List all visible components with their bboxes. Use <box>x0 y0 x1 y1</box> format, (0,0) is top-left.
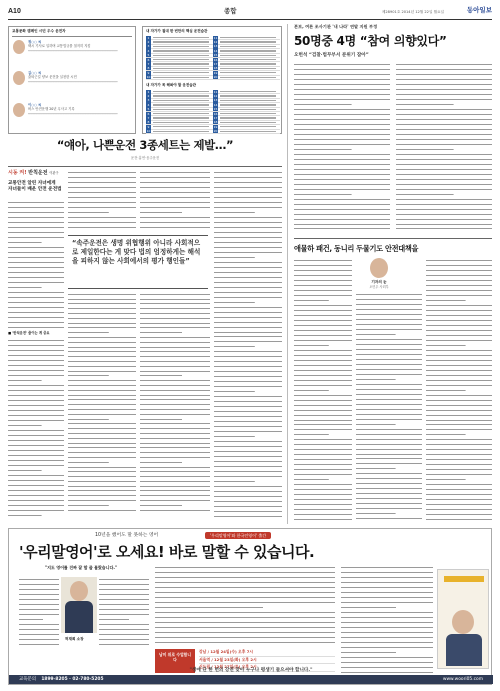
table-row: 6 16 <box>146 58 280 62</box>
profile-item: 이○○ 씨 버스 안전운행 20년 무사고 기록 ━━━━━━━━━━━━━━━━━━━━━━━━━━━━━━━━━━━━━━━━━━━━━━━━━━━━━ <box>28 103 118 117</box>
table1 <box>146 36 280 80</box>
section-name: 종합 <box>224 7 237 15</box>
ad-phone: 1899-8205 · 02-780-5205 <box>41 677 104 682</box>
session-item: 서울역 / 12월 23일(화) 오후 2시 <box>199 657 335 665</box>
article-body-col2 <box>68 170 136 520</box>
survey-kicker: 본보, 여론 조사기관 '내 나라' 연말 지원 부정 <box>294 24 378 29</box>
instructor-name: 허재희 소장 <box>65 637 84 641</box>
quote-headline: “얘아, 나쁜운전 3종세트는 제발…” <box>56 138 234 152</box>
opinion-body-col2 <box>356 292 422 520</box>
table-row: 1 11 <box>146 90 280 94</box>
article-body-col3 <box>140 170 210 520</box>
article-body-col4 <box>214 170 282 520</box>
table-row: 7 17 <box>146 62 280 66</box>
ad-label: '우리말영어'와 한국인영어' 출간 <box>205 532 271 539</box>
table-row: 2 12 <box>146 94 280 98</box>
ad-website[interactable]: www.woori05.com <box>442 677 483 682</box>
table-row: 7 17 <box>146 116 280 120</box>
session-item: 강남 / 12월 24일(수) 오후 7시 <box>199 649 335 657</box>
article-body-col1: ■ '반칙운전' 줄이는 게 중요 <box>8 200 64 520</box>
profile-item: 김○○ 씨 출퇴근길 양보 운전을 실천한 시민 ━━━━━━━━━━━━━━━━━━━━━━━━━━━━━━━━━━━━━━━━━━━━━━━━━━━━━ <box>28 71 118 85</box>
person-photo <box>13 40 25 54</box>
column-headline-2: 자녀들이 배운 안전 운전법 <box>8 186 62 192</box>
quote-headline-block <box>8 138 282 164</box>
ad-quote-heading: "지도 영어를 진짜 잘 할 줄 몰랐습니다." <box>45 565 118 570</box>
session-item: 신도림 / 12월 27일(토) 오후 2시 <box>199 664 335 672</box>
author-photo <box>370 258 388 278</box>
quote-subheadline: 운전·흡연·음주운전 <box>130 155 160 160</box>
survey-subhead: 오헌석 “검찰·법무부서 분위기 잡아” <box>294 52 369 58</box>
table-row: 8 18 <box>146 67 280 71</box>
page-header <box>8 6 492 20</box>
survey-headline: 50명중 4명 “참여 의향있다” <box>294 33 447 48</box>
newspaper-logo: 동아일보 <box>466 7 492 14</box>
ad-slogan: "생애 단 한 번의 강연 맞아 누구나 평생기 들으셔야 합니다." <box>189 667 313 673</box>
survey-article <box>294 24 492 59</box>
person-photo <box>13 103 25 117</box>
book-cover <box>437 569 489 669</box>
table-row: 10 20 <box>146 130 280 134</box>
english-ad <box>8 528 492 685</box>
page-number: A10 <box>8 8 21 15</box>
ad-side-panel <box>341 565 489 673</box>
column-headline-1: 교통안전 알린 자녀에게 <box>8 180 56 186</box>
ad-contact-bar: 교육문의 1899-8205 · 02-780-5205 www.woori05.com <box>9 675 493 684</box>
opinion-article <box>294 244 492 254</box>
opinion-byline: 기자의 눈 오민우 사회부 <box>356 258 402 289</box>
survey-body-col2 <box>396 62 492 232</box>
table-row: 4 14 <box>146 49 280 53</box>
opinion-body-col3 <box>426 258 492 520</box>
ad-kicker: 10년을 했어도 말 못하는 영어 <box>95 533 159 538</box>
opinion-body-col1 <box>294 258 352 520</box>
table-row: 5 15 <box>146 108 280 112</box>
profile-box-title: 교통문화 캠페인 시민 우수 운전자 <box>12 29 66 33</box>
table-row: 9 19 <box>146 71 280 75</box>
table-row: 8 18 <box>146 121 280 125</box>
issue-date: 제28901호 2014년 12월 22일 월요일 <box>381 10 444 14</box>
instructor-photo <box>61 577 97 633</box>
table2-title: 내 자가가 꼭 해봐야 할 운전습관 <box>146 83 197 87</box>
column-tag2: 반칙운전 <box>28 170 48 176</box>
driver-profile-box <box>8 26 136 134</box>
profile-item: 정○○ 씨 택시 기사로 일하며 교통법규를 철저히 지킴 ━━━━━━━━━━━━━━━━━━━━━━━━━━━━━━━━━━━━━━━━━━━━━━━━━━━━━ <box>28 40 118 54</box>
ad-banner: '우리말영어'로 오세요! 바로 말할 수 있습니다. <box>19 543 315 561</box>
table-row: 9 19 <box>146 125 280 129</box>
table-row: 3 13 <box>146 99 280 103</box>
column-author: 이관구 <box>49 171 59 175</box>
table-row: 4 14 <box>146 103 280 107</box>
table-row: 1 11 <box>146 36 280 40</box>
table-row: 6 16 <box>146 112 280 116</box>
column-tag: 시동 켜! <box>8 170 27 176</box>
table-row: 3 13 <box>146 45 280 49</box>
session-schedule: 남미 위로 수업합니다 강남 / 12월 24일(수) 오후 7시 서울역 / 12월 23일(화) 오후 2시 신도림 / 12월 27일(토) 오후 2시 <box>155 649 335 673</box>
table-row: 5 15 <box>146 54 280 58</box>
habits-table-box <box>142 26 282 134</box>
survey-body-col1 <box>294 62 390 232</box>
table2 <box>146 90 280 134</box>
table-row: 10 20 <box>146 76 280 80</box>
pull-quote: “속주운전은 생명 위협행위 아니라 사회적으로 제일한다는 게 맞다 법의 엄정하게는 해석을 피하지 않는 사회에서의 평가 행인들” <box>68 235 208 289</box>
table1-title: 내 자가가 절대 한 번만의 핵심 운전습관 <box>146 29 208 33</box>
column-header <box>8 170 64 193</box>
opinion-headline: 애물하 패건, 동니리 두물기도 안전대책을 <box>294 244 419 253</box>
person-photo <box>13 71 25 85</box>
table-row: 2 12 <box>146 40 280 44</box>
